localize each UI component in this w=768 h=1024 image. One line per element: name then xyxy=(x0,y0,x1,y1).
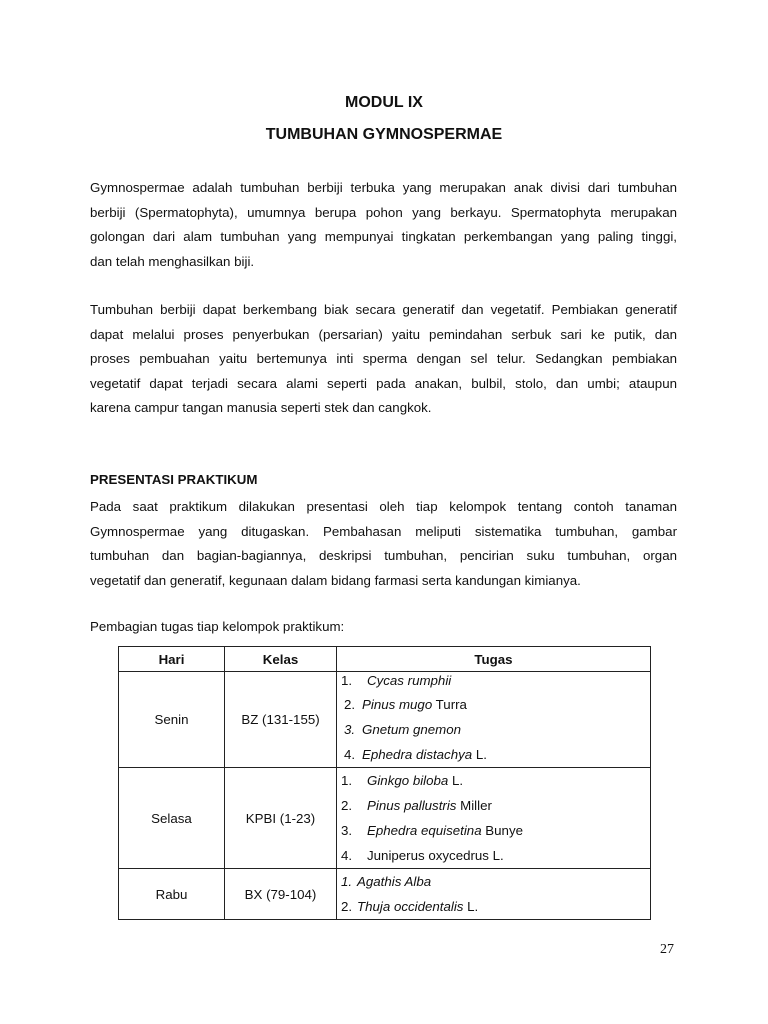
tugas-cell xyxy=(337,672,651,768)
paragraph-line: Gymnospermae adalah tumbuhan berbiji terbuka yang merupakan anak divisi dari tumbuhan xyxy=(90,180,677,195)
table-row xyxy=(119,869,651,920)
presentation-paragraph xyxy=(90,495,677,593)
page-title: TUMBUHAN GYMNOSPERMAE xyxy=(265,126,503,143)
item-number: 4. xyxy=(344,747,356,762)
hari-cell: Selasa xyxy=(119,768,225,869)
kelas-cell: BZ (131-155) xyxy=(225,672,337,768)
task-list xyxy=(337,869,650,919)
paragraph-line: proses pembuahan yaitu bertemunya inti sperma dengan sel telur. Sedangkan pembiakan xyxy=(90,351,677,366)
assignment-table xyxy=(118,646,651,920)
species-author: L. xyxy=(472,747,487,762)
table-row xyxy=(119,672,651,768)
kelas-cell: KPBI (1-23) xyxy=(225,768,337,869)
list-item xyxy=(337,894,650,919)
species-author: Miller xyxy=(456,798,492,813)
item-number: 1. xyxy=(341,773,353,788)
list-item xyxy=(337,793,650,818)
list-item xyxy=(337,692,650,717)
intro-paragraph xyxy=(90,176,677,274)
paragraph-line: dan telah menghasilkan biji. xyxy=(90,253,255,269)
species-name: Cycas rumphii xyxy=(367,673,452,688)
species-author: L. xyxy=(463,899,479,914)
item-number: 2. xyxy=(344,697,356,712)
paragraph-line: tumbuhan dan bagian-bagiannya, deskripsi tumbuhan, pencirian suku tumbuhan, organ xyxy=(90,548,677,563)
hari-cell: Senin xyxy=(119,672,225,768)
table-intro: Pembagian tugas tiap kelompok praktikum: xyxy=(90,619,345,634)
species-name: Ginkgo biloba xyxy=(367,773,449,788)
item-number: 3. xyxy=(344,722,356,737)
module-number: MODUL IX xyxy=(345,94,423,111)
species-name: Thuja occidentalis xyxy=(357,899,464,914)
species-name: Pinus pallustris xyxy=(367,798,457,813)
header-tugas: Tugas xyxy=(337,647,651,672)
tugas-cell xyxy=(337,768,651,869)
list-item xyxy=(337,869,650,894)
species-author: Juniperus oxycedrus L. xyxy=(367,848,504,863)
species-name: Pinus mugo xyxy=(362,697,433,712)
table-row xyxy=(119,768,651,869)
species-author: L. xyxy=(448,773,464,788)
item-number: 3. xyxy=(341,823,353,838)
paragraph-line: karena campur tangan manusia seperti stek dan cangkok. xyxy=(90,400,432,415)
paragraph-line: vegetatif dan generatif, kegunaan dalam bidang farmasi serta kandungan kimianya. xyxy=(90,572,581,588)
page-number: 27 xyxy=(660,942,674,957)
list-item xyxy=(337,768,650,793)
hari-cell: Rabu xyxy=(119,869,225,920)
list-item xyxy=(337,818,650,843)
kelas-cell: BX (79-104) xyxy=(225,869,337,920)
paragraph-line: vegetatif dapat terjadi secara alami seperti pada anakan, bulbil, stolo, dan umbi; ataupun xyxy=(90,375,677,391)
item-number: 1. xyxy=(341,673,353,688)
paragraph-line: golongan dari alam tumbuhan yang mempunyai tingkatan perkembangan yang paling tinggi, xyxy=(90,229,677,244)
reproduction-paragraph xyxy=(90,298,677,421)
species-name: Agathis Alba xyxy=(357,874,432,889)
paragraph-line: Pada saat praktikum dilakukan presentasi oleh tiap kelompok tentang contoh tanaman xyxy=(90,499,677,514)
list-item xyxy=(337,717,650,742)
task-list xyxy=(337,768,650,868)
item-number: 4. xyxy=(341,848,353,863)
species-name: Ephedra distachya xyxy=(362,747,473,762)
item-number: 2. xyxy=(341,899,353,914)
list-item xyxy=(337,843,650,868)
list-item xyxy=(337,742,650,767)
species-name: Ephedra equisetina xyxy=(367,823,482,838)
item-number: 1. xyxy=(341,874,353,889)
section-heading: PRESENTASI PRAKTIKUM xyxy=(90,472,258,487)
item-number: 2. xyxy=(341,798,353,813)
species-author: Bunye xyxy=(481,823,523,838)
species-name: Gnetum gnemon xyxy=(362,722,462,737)
paragraph-line: Gymnospermae yang ditugaskan. Pembahasan meliputi sistematika tumbuhan, gambar xyxy=(90,523,677,539)
tugas-cell xyxy=(337,869,651,920)
paragraph-line: berbiji (Spermatophyta), umumnya berupa pohon yang berkayu. Spermatophyta merupakan xyxy=(90,204,677,220)
header-kelas: Kelas xyxy=(225,647,337,672)
list-item xyxy=(337,672,650,692)
header-hari: Hari xyxy=(119,647,225,672)
species-author: Turra xyxy=(432,697,467,712)
paragraph-line: dapat melalui proses penyerbukan (persarian) yaitu pemindahan serbuk sari ke putik, dan xyxy=(90,326,677,342)
paragraph-line: Tumbuhan berbiji dapat berkembang biak secara generatif dan vegetatif. Pembiakan generatif xyxy=(90,302,677,317)
table-header-row xyxy=(119,647,651,672)
task-list xyxy=(337,672,650,767)
